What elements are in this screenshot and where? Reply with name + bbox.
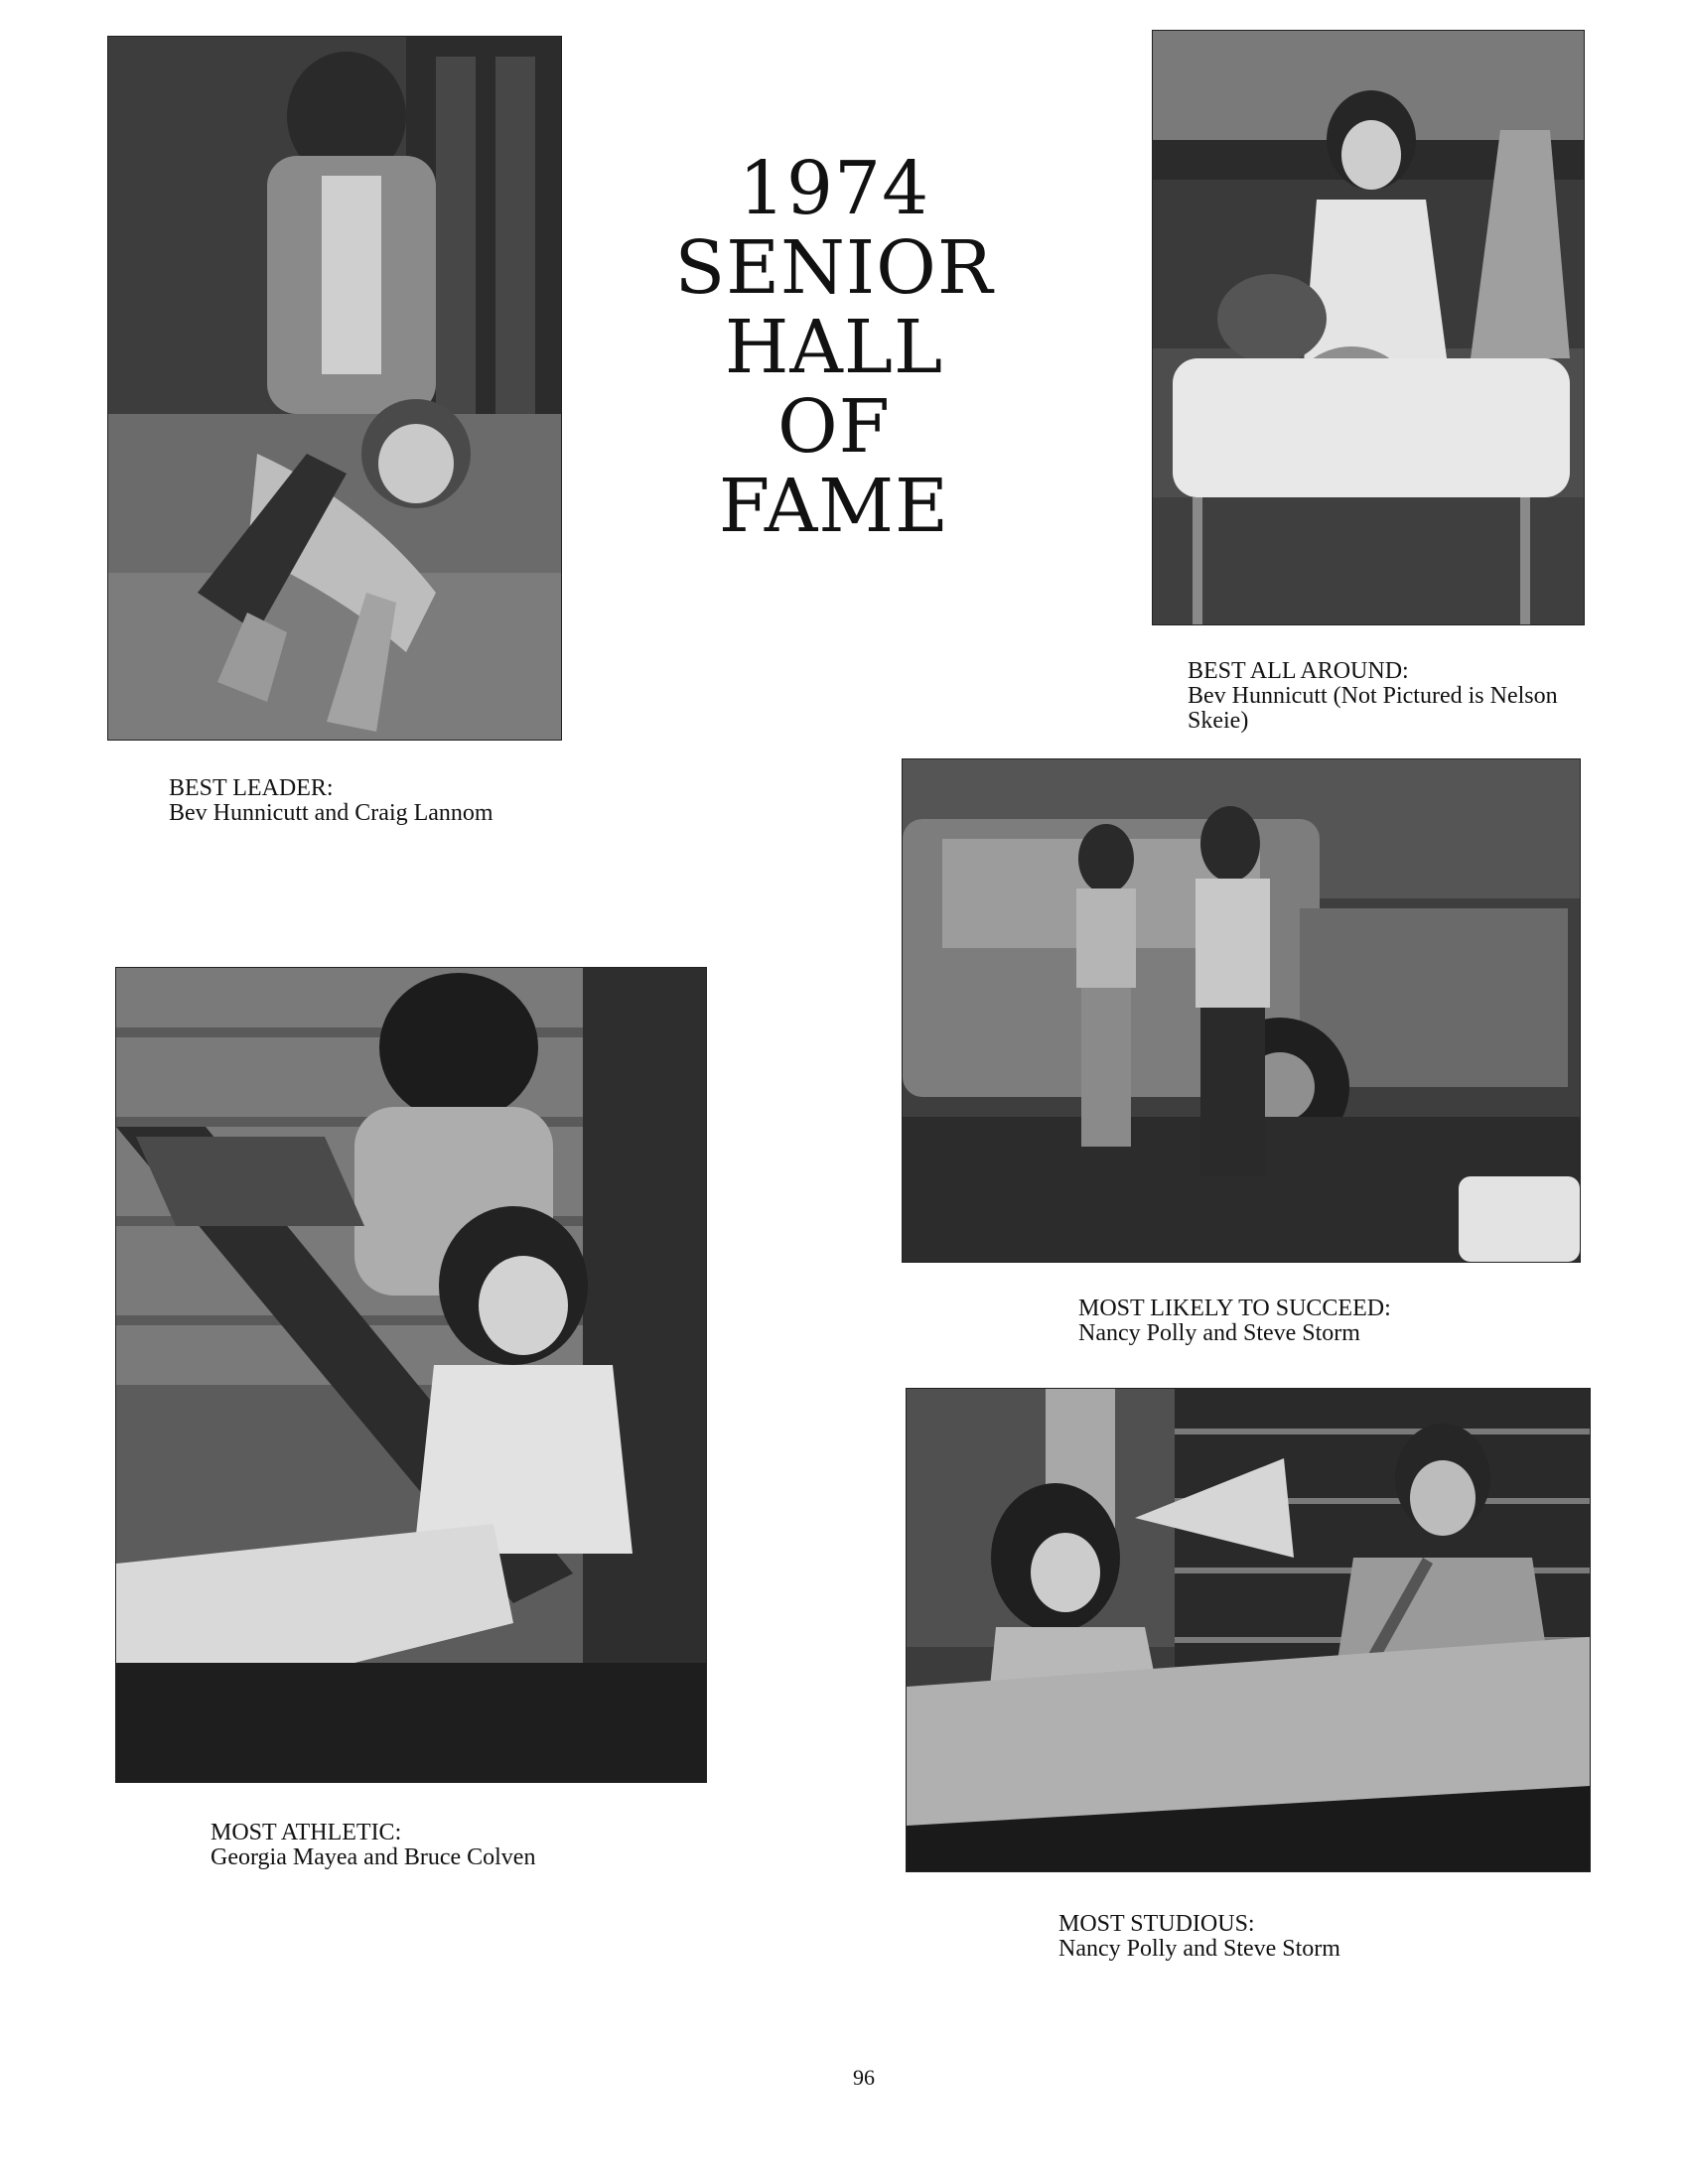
caption-names: Bev Hunnicutt and Craig Lannom [169, 800, 493, 826]
caption-best-all-around [1188, 659, 1585, 734]
caption-names: Bev Hunnicutt (Not Pictured is Nelson Skeie) [1188, 683, 1558, 734]
title-line-senior: SENIOR [674, 225, 994, 311]
caption-most-likely [1078, 1297, 1535, 1346]
photo-most-studious [906, 1388, 1591, 1872]
title-line-fame: FAME [718, 464, 950, 549]
caption-label: MOST STUDIOUS: [1058, 1911, 1255, 1937]
title-line-hall: HALL [724, 305, 944, 390]
caption-best-leader [169, 776, 606, 826]
caption-names: Georgia Mayea and Bruce Colven [211, 1844, 536, 1870]
photo-most-likely [902, 758, 1581, 1263]
page-title [635, 146, 1033, 549]
photo-most-athletic [115, 967, 707, 1783]
photo-best-all-around-image [1153, 31, 1584, 624]
photo-most-athletic-image [116, 968, 706, 1782]
caption-names: Nancy Polly and Steve Storm [1078, 1320, 1360, 1346]
photo-best-leader-image [108, 37, 561, 740]
caption-label: BEST LEADER: [169, 775, 334, 801]
caption-most-athletic [211, 1821, 647, 1870]
photo-most-likely-image [903, 759, 1580, 1262]
caption-most-studious [1058, 1912, 1476, 1962]
title-line-of: OF [776, 384, 891, 470]
caption-names: Nancy Polly and Steve Storm [1058, 1936, 1340, 1962]
photo-best-leader [107, 36, 562, 741]
caption-label: MOST LIKELY TO SUCCEED: [1078, 1296, 1391, 1321]
photo-most-studious-image [907, 1389, 1590, 1871]
page-number: 96 [853, 2065, 875, 2090]
caption-label: BEST ALL AROUND: [1188, 658, 1409, 684]
title-line-year: 1974 [738, 146, 930, 231]
caption-label: MOST ATHLETIC: [211, 1820, 402, 1845]
photo-best-all-around [1152, 30, 1585, 625]
